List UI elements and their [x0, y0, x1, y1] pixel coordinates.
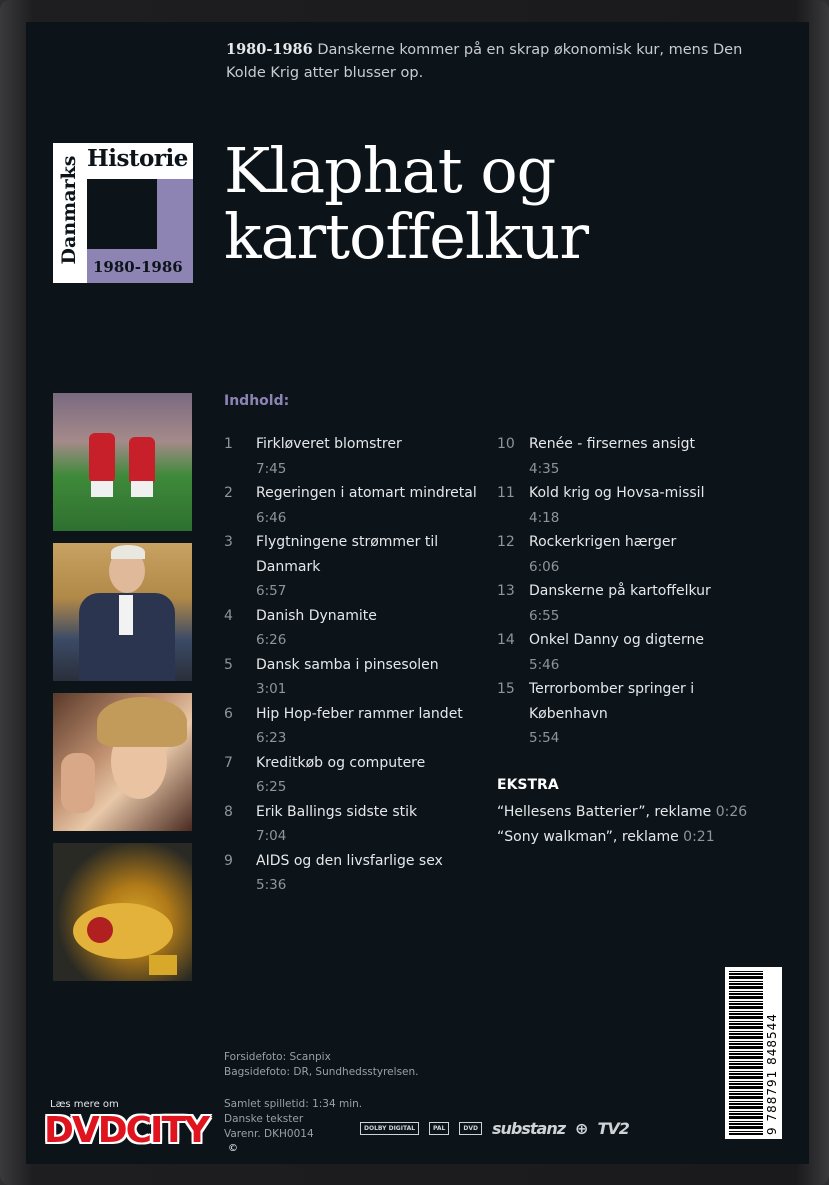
product-number: Varenr. DKH0014 [224, 1128, 314, 1140]
episode-number: 1 [224, 436, 233, 452]
episode-title: Renée - firsernes ansigt [529, 436, 695, 452]
contents-heading: Indhold: [224, 393, 290, 409]
credit-back: Bagsidefoto: DR, Sundhedsstyrelsen. [224, 1066, 419, 1078]
series-logo [53, 143, 193, 283]
product-meta [224, 1097, 362, 1142]
episode-title: Terrorbomber springer i København [529, 681, 695, 722]
episode-duration: 6:23 [256, 730, 287, 746]
list-item [224, 849, 484, 898]
episode-duration: 5:36 [256, 877, 287, 893]
photo-woman-smoking [53, 693, 192, 831]
episode-number: 14 [497, 632, 515, 648]
list-item [224, 530, 484, 604]
episode-number: 9 [224, 852, 233, 869]
photo-credits [224, 1050, 419, 1080]
list-item [224, 432, 484, 481]
episode-number: 6 [224, 705, 233, 722]
list-item [497, 677, 757, 751]
episode-number: 12 [497, 534, 515, 550]
episode-number: 2 [224, 485, 233, 501]
extra-duration: 0:21 [683, 829, 715, 845]
episode-duration: 7:45 [256, 460, 287, 477]
episode-duration: 4:35 [529, 460, 560, 477]
extra-duration: 0:26 [715, 804, 748, 820]
dvd-logo: DVD [459, 1122, 482, 1135]
episode-number: 15 [497, 681, 515, 697]
episode-title: Onkel Danny og digterne [529, 632, 704, 648]
list-item [497, 432, 757, 481]
episode-duration: 4:18 [529, 509, 560, 526]
episode-title: Danskerne på kartoffelkur [529, 583, 711, 599]
extra-title: “Sony walkman”, reklame [497, 829, 679, 845]
episode-duration: 6:46 [256, 509, 287, 526]
page-title [224, 134, 588, 273]
episode-number: 5 [224, 656, 233, 673]
extra-title: “Hellesens Batterier”, reklame [497, 804, 712, 820]
episode-title: Dansk samba i pinsesolen [256, 656, 439, 673]
contents-right-column [497, 432, 757, 751]
list-item [497, 800, 747, 825]
tv2-logo: TV2 [597, 1118, 629, 1138]
list-item [497, 825, 747, 850]
intro-description: Danskerne kommer på en skrap økonomisk kur, mens Den Kolde Krig atter blusser op. [226, 42, 743, 81]
title-line-1: Klaphat og [224, 134, 556, 207]
list-item [497, 579, 757, 628]
episode-number: 11 [497, 485, 515, 501]
list-item [224, 481, 484, 530]
list-item [224, 702, 484, 751]
episode-duration: 5:54 [529, 730, 560, 746]
episode-duration: 5:46 [529, 656, 560, 673]
list-item [224, 751, 484, 800]
contents-left-column [224, 432, 484, 898]
intro-text [226, 38, 786, 85]
episode-title: Regeringen i atomart mindretal [256, 485, 477, 501]
substanz-logo: substanz [491, 1118, 566, 1138]
barcode-bars [729, 971, 763, 1135]
barcode-digits: 9 788791 848544 [765, 1013, 779, 1135]
episode-title: Rockerkrigen hærger [529, 534, 677, 550]
episode-title: Kold krig og Hovsa-missil [529, 485, 705, 501]
pal-logo: PAL [429, 1122, 449, 1135]
ekstra-list [497, 800, 747, 850]
episode-title: Danish Dynamite [256, 607, 377, 624]
episode-duration: 7:04 [256, 828, 287, 844]
logo-years: 1980-1986 [93, 258, 183, 276]
episode-duration: 6:25 [256, 779, 287, 795]
list-item [224, 604, 484, 653]
total-runtime: Samlet spilletid: 1:34 min. [224, 1098, 363, 1110]
list-item [497, 530, 757, 579]
photo-hells-angels-patch [53, 843, 192, 981]
globe-icon: ⊕ [575, 1118, 588, 1138]
episode-duration: 6:57 [256, 583, 287, 599]
credit-front: Forsidefoto: Scanpix [224, 1051, 331, 1063]
list-item [497, 481, 757, 530]
barcode [725, 967, 782, 1139]
logo-historie: Historie [87, 145, 188, 172]
dvdcity-watermark[interactable]: DVDCITY [44, 1110, 209, 1151]
episode-title: AIDS og den livsfarlige sex [256, 852, 443, 869]
ekstra-heading: EKSTRA [497, 777, 559, 793]
photo-football-players [53, 393, 192, 531]
episode-duration: 6:26 [256, 632, 287, 648]
episode-title: Firkløveret blomstrer [256, 436, 402, 452]
episode-number: 3 [224, 534, 233, 550]
logo-dark-square [87, 179, 157, 249]
episode-number: 13 [497, 583, 515, 599]
watermark-caption: Læs mere om [50, 1099, 119, 1110]
episode-title: Erik Ballings sidste stik [256, 803, 418, 820]
episode-duration: 3:01 [256, 681, 287, 697]
subtitles-info: Danske tekster [224, 1113, 304, 1125]
episode-number: 7 [224, 754, 233, 771]
list-item [224, 800, 484, 849]
copyright-symbol: © [228, 1143, 238, 1154]
list-item [497, 628, 757, 677]
photo-politician [53, 543, 192, 681]
episode-title: Hip Hop-feber rammer landet [256, 705, 463, 722]
episode-number: 8 [224, 803, 233, 820]
list-item [224, 653, 484, 702]
logo-danmarks: Danmarks [58, 155, 80, 265]
episode-duration: 6:06 [529, 558, 560, 575]
episode-number: 10 [497, 436, 515, 452]
episode-title: Kreditkøb og computere [256, 754, 426, 771]
episode-title: Flygtningene strømmer til Danmark [256, 534, 439, 575]
episode-duration: 6:55 [529, 607, 560, 624]
title-line-2: kartoffelkur [224, 200, 588, 273]
episode-number: 4 [224, 607, 233, 624]
intro-years: 1980-1986 [226, 41, 313, 58]
dolby-logo: DOLBY DIGITAL [360, 1122, 419, 1135]
publisher-logos [360, 1110, 629, 1146]
